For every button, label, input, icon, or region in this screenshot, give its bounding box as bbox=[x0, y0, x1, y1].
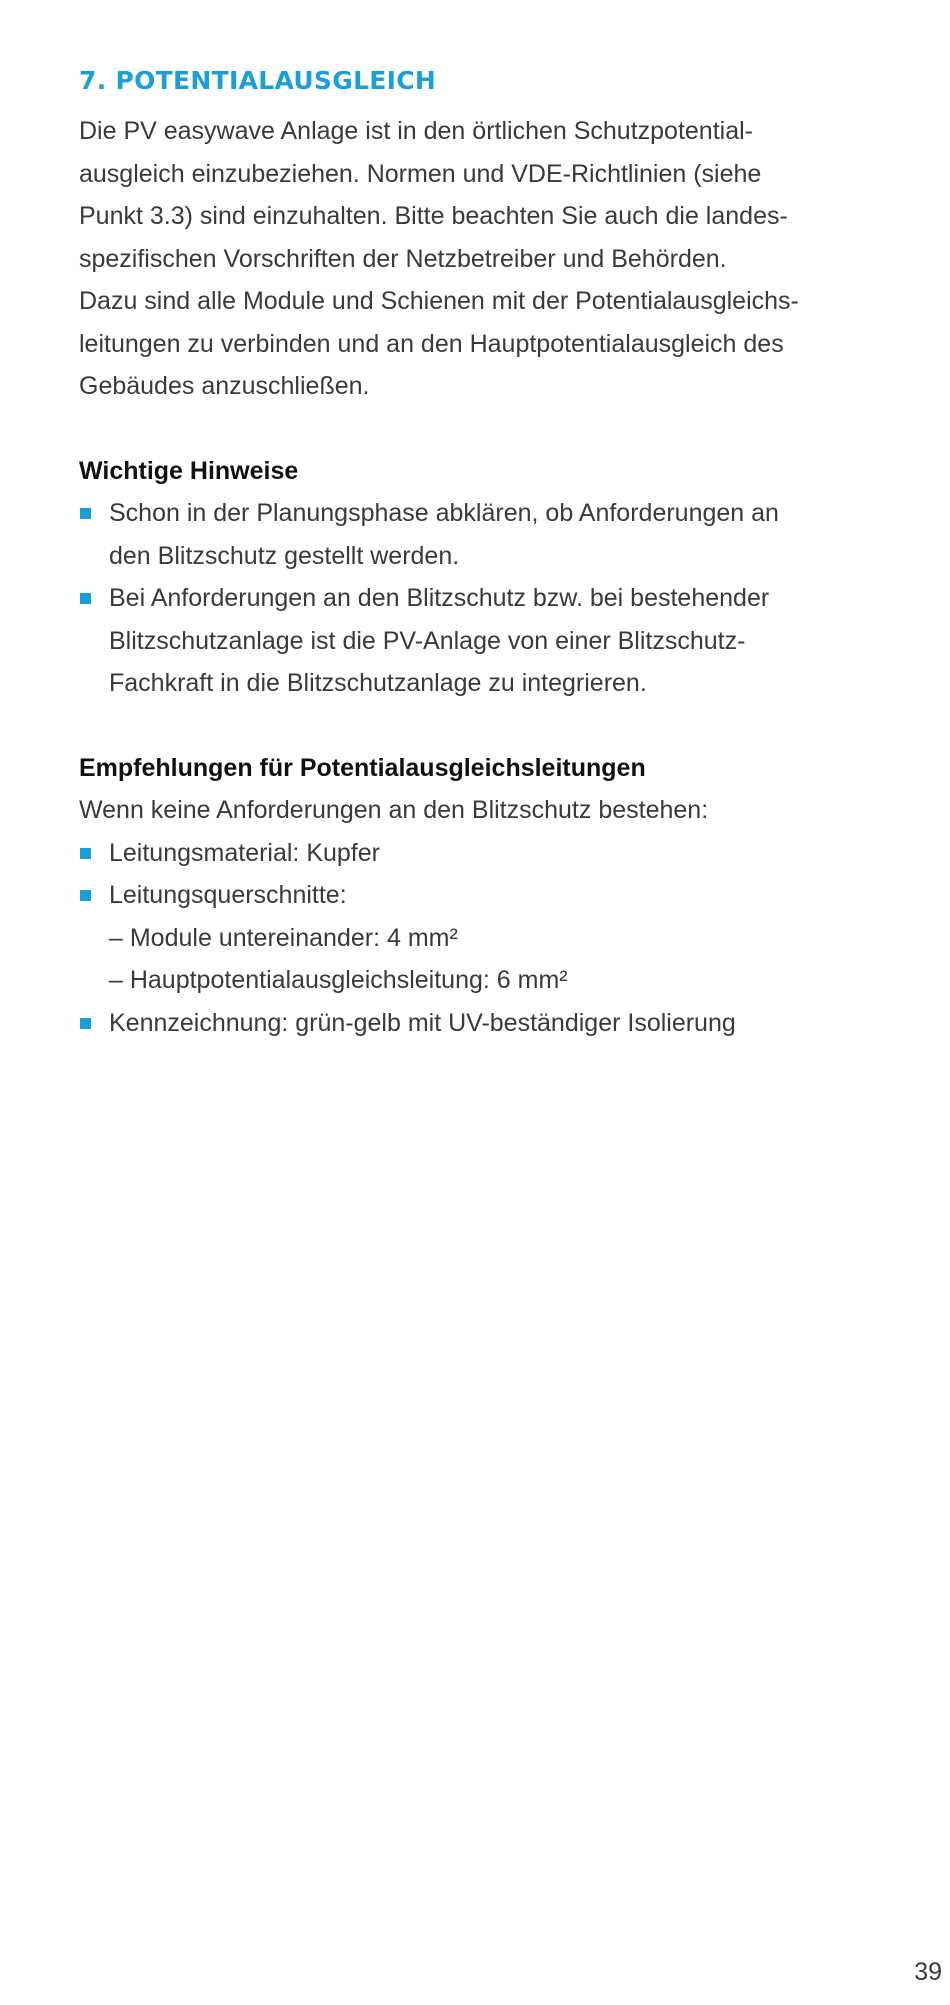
empfehlungen-intro: Wenn keine Anforderungen an den Blitzschutz bestehen: bbox=[79, 796, 709, 824]
hinweise-item-line: Blitzschutzanlage ist die PV-Anlage von einer Blitzschutz- bbox=[109, 626, 746, 655]
empfehlungen-item bbox=[79, 832, 879, 875]
square-bullet-icon bbox=[80, 848, 91, 859]
square-bullet-icon bbox=[80, 593, 91, 604]
intro-line: Punkt 3.3) sind einzuhalten. Bitte beachten Sie auch die landes- bbox=[79, 202, 788, 230]
intro-line: Die PV easywave Anlage ist in den örtlichen Schutzpotential- bbox=[79, 117, 753, 145]
square-bullet-icon bbox=[80, 890, 91, 901]
page-content bbox=[79, 62, 879, 1044]
intro-line: spezifischen Vorschriften der Netzbetreiber und Behörden. bbox=[79, 244, 727, 273]
empfehlungen-item-text: Kennzeichnung: grün-gelb mit UV-beständiger Isolierung bbox=[109, 1008, 736, 1037]
page-number: 39 bbox=[914, 1958, 942, 1986]
empfehlungen-subitem: – Module untereinander: 4 mm² bbox=[109, 923, 458, 952]
intro-line: Gebäudes anzuschließen. bbox=[79, 372, 370, 400]
section-spacer bbox=[79, 705, 879, 747]
intro-paragraph bbox=[79, 110, 879, 408]
empfehlungen-item bbox=[79, 874, 879, 1002]
hinweise-item bbox=[79, 492, 879, 577]
section-spacer bbox=[79, 408, 879, 450]
hinweise-item-line: den Blitzschutz gestellt werden. bbox=[109, 541, 460, 570]
intro-line: leitungen zu verbinden und an den Hauptpotentialausgleich des bbox=[79, 329, 784, 358]
hinweise-list bbox=[79, 492, 879, 705]
empfehlungen-item-text: Leitungsquerschnitte: bbox=[109, 881, 347, 909]
square-bullet-icon bbox=[80, 1018, 91, 1029]
empfehlungen-item-text: Leitungsmaterial: Kupfer bbox=[109, 838, 380, 867]
empfehlungen-item bbox=[79, 1002, 879, 1045]
empfehlungen-title: Empfehlungen für Potentialausgleichsleitungen bbox=[79, 753, 646, 782]
intro-line: ausgleich einzubeziehen. Normen und VDE-Richtlinien (siehe bbox=[79, 159, 762, 188]
hinweise-item-line: Schon in der Planungsphase abklären, ob Anforderungen an bbox=[109, 499, 779, 527]
hinweise-item bbox=[79, 577, 879, 705]
empfehlungen-subitem: – Hauptpotentialausgleichsleitung: 6 mm² bbox=[109, 966, 568, 994]
empfehlungen-list bbox=[79, 832, 879, 1045]
hinweise-title: Wichtige Hinweise bbox=[79, 456, 299, 485]
hinweise-item-line: Fachkraft in die Blitzschutzanlage zu integrieren. bbox=[109, 669, 647, 697]
square-bullet-icon bbox=[80, 508, 91, 519]
intro-line: Dazu sind alle Module und Schienen mit der Potentialausgleichs- bbox=[79, 287, 799, 315]
section-heading: 7. POTENTIALAUSGLEICH bbox=[79, 66, 437, 95]
hinweise-item-line: Bei Anforderungen an den Blitzschutz bzw. bei bestehender bbox=[109, 584, 770, 612]
